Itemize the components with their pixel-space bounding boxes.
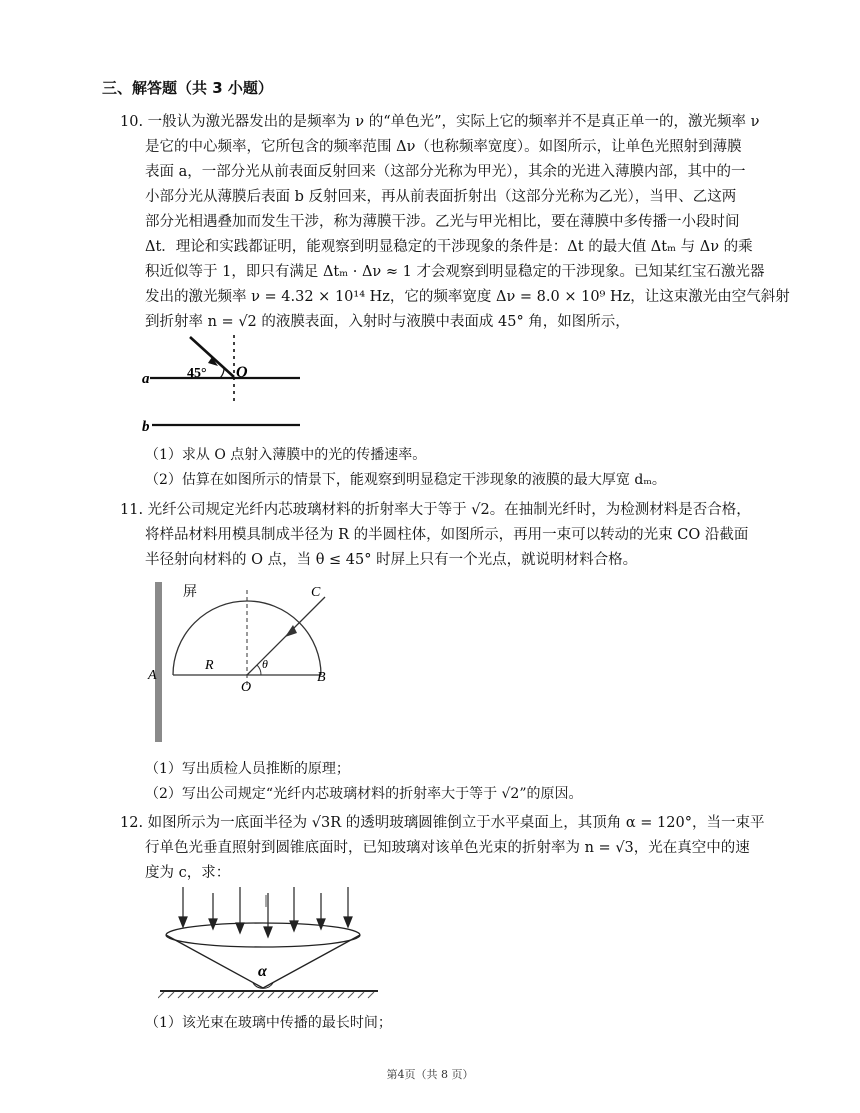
point-b-label: B: [317, 670, 326, 685]
q11-line: 11. 光纤公司规定光纤内芯玻璃材料的折射率大于等于 √2。在抽制光纤时，为检测材料是否合格，: [120, 502, 751, 518]
radius-label: R: [205, 658, 214, 673]
q12-line: 行单色光垂直照射到圆锥底面时，已知玻璃对该单色光束的折射率为 n = √3，光在真空中的速: [145, 840, 750, 856]
q10-line: 表面 a，一部分光从前表面反射回来（这部分光称为甲光），其余的光进入薄膜内部，其中的一: [145, 164, 746, 180]
q10-line: 发出的激光频率 ν = 4.32 × 10¹⁴ Hz，它的频率宽度 Δν = 8.0 × 10⁹ Hz，让这束激光由空气斜射: [145, 289, 790, 305]
q11-line: 半径射向材料的 O 点，当 θ ≤ 45° 时屏上只有一个光点，就说明材料合格。: [145, 552, 638, 568]
q10-sub-2: （2）估算在如图所示的情景下，能观察到明显稳定干涉现象的液膜的最大厚宽 dₘ。: [145, 472, 666, 488]
q11-sub-2: （2）写出公司规定“光纤内芯玻璃材料的折射率大于等于 √2”的原因。: [145, 786, 583, 802]
q12-line: 12. 如图所示为一底面半径为 √3R 的透明玻璃圆锥倒立于水平桌面上，其顶角 α = 120°，当一束平: [120, 815, 765, 831]
q10-line: 到折射率 n = √2 的液膜表面，入射时与液膜中表面成 45° 角，如图所示，: [145, 314, 630, 330]
q10-line: 是它的中心频率，它所包含的频率范围 Δν（也称频率宽度）。如图所示，让单色光照射到薄膜: [145, 139, 742, 155]
q10-line: 积近似等于 1，即只有满足 Δtₘ · Δν ≈ 1 才会观察到明显稳定的干涉现象。已知某红宝石激光器: [145, 264, 765, 280]
screen-label: 屏: [183, 585, 197, 600]
film-label-b: b: [142, 419, 150, 435]
point-o-label: O: [241, 680, 252, 695]
section-title: 三、解答题（共 3 小题）: [102, 79, 273, 97]
incident-light-arrows: [179, 887, 352, 937]
point-o-label: O: [236, 364, 248, 381]
q10-sub-1: （1）求从 O 点射入薄膜中的光的传播速率。: [145, 447, 427, 463]
q12-line: 度为 c，求：: [145, 865, 231, 881]
q11-line: 将样品材料用模具制成半径为 R 的半圆柱体，如图所示，再用一束可以转动的光束 CO 沿截面: [145, 527, 749, 543]
q10-line: 小部分光从薄膜后表面 b 反射回来，再从前表面折射出（这部分光称为乙光），当甲、乙这两: [145, 189, 737, 205]
q12-cone-figure: [158, 885, 383, 1003]
page-footer: 第4页（共 8 页）: [386, 1068, 474, 1081]
q10-line: 10. 一般认为激光器发出的是频率为 ν 的“单色光”，实际上它的频率并不是真正单一的，激光频率 ν: [120, 114, 760, 130]
q11-semicircle-figure: [145, 578, 345, 748]
point-c-label: C: [311, 585, 321, 600]
q10-line: 部分光相遇叠加而发生干涉，称为薄膜干涉。乙光与甲光相比，要在薄膜中多传播一小段时间: [145, 214, 740, 230]
point-a-label: A: [148, 668, 157, 683]
angle-label: 45°: [187, 366, 207, 381]
q11-sub-1: （1）写出质检人员推断的原理；: [145, 761, 350, 777]
film-label-a: a: [142, 371, 150, 387]
theta-label: θ: [262, 657, 268, 671]
q10-line: Δt．理论和实践都证明，能观察到明显稳定的干涉现象的条件是：Δt 的最大值 Δtₘ 与 Δν 的乘: [145, 239, 753, 255]
q10-film-figure: [140, 333, 310, 435]
q12-sub-1: （1）该光束在玻璃中传播的最长时间；: [145, 1015, 392, 1031]
apex-angle-label: α: [258, 963, 267, 980]
